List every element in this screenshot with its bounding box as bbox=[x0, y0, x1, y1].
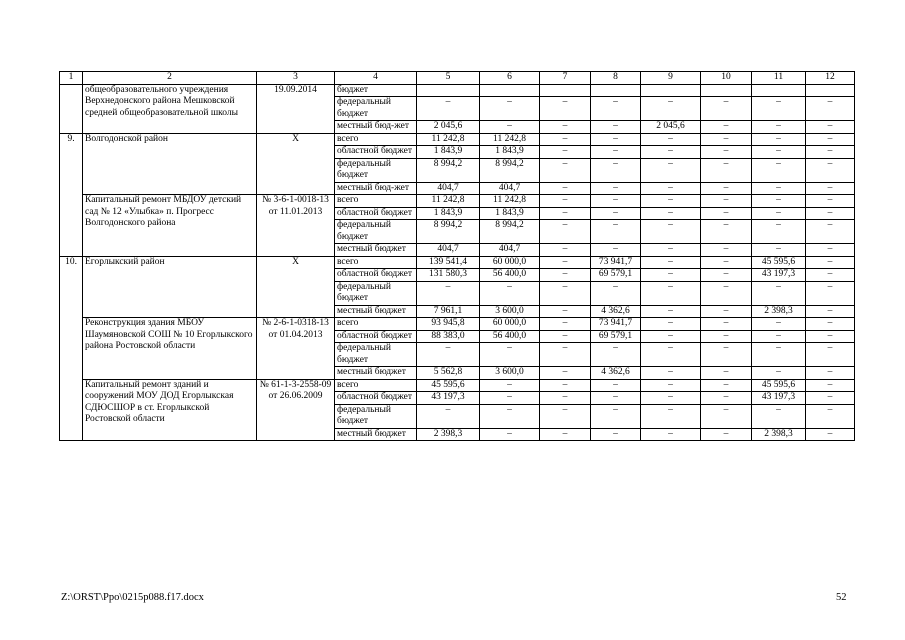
value-cell: – bbox=[806, 256, 855, 269]
value-cell: – bbox=[701, 182, 752, 195]
value-cell: – bbox=[540, 330, 591, 343]
funding-source-cell: федеральный бюджет bbox=[335, 343, 417, 367]
value-cell: 8 994,2 bbox=[417, 220, 480, 244]
funding-source-cell: местный бюджет bbox=[335, 305, 417, 318]
header-cell: 5 bbox=[417, 72, 480, 85]
row-number-cell bbox=[60, 84, 83, 133]
value-cell: 43 197,3 bbox=[752, 392, 806, 405]
header-cell: 9 bbox=[641, 72, 701, 85]
value-cell: 43 197,3 bbox=[752, 269, 806, 282]
table-row bbox=[60, 318, 855, 331]
value-cell bbox=[480, 84, 540, 97]
value-cell: – bbox=[701, 133, 752, 146]
value-cell: 56 400,0 bbox=[480, 330, 540, 343]
funding-source-cell: федеральный бюджет bbox=[335, 158, 417, 182]
funding-source-cell: бюджет bbox=[335, 84, 417, 97]
value-cell bbox=[641, 84, 701, 97]
value-cell: – bbox=[540, 379, 591, 392]
value-cell: – bbox=[540, 367, 591, 380]
value-cell: – bbox=[701, 220, 752, 244]
document-cell: 19.09.2014 bbox=[257, 84, 335, 133]
value-cell: – bbox=[540, 244, 591, 257]
value-cell: – bbox=[641, 379, 701, 392]
header-cell: 1 bbox=[60, 72, 83, 85]
value-cell: 3 600,0 bbox=[480, 367, 540, 380]
value-cell: – bbox=[701, 207, 752, 220]
value-cell: 73 941,7 bbox=[591, 256, 641, 269]
value-cell: – bbox=[641, 281, 701, 305]
value-cell: – bbox=[701, 158, 752, 182]
value-cell: – bbox=[641, 305, 701, 318]
header-cell: 8 bbox=[591, 72, 641, 85]
funding-source-cell: всего bbox=[335, 195, 417, 208]
value-cell: – bbox=[806, 305, 855, 318]
value-cell: 5 562,8 bbox=[417, 367, 480, 380]
value-cell: – bbox=[752, 133, 806, 146]
table-row bbox=[60, 379, 855, 392]
value-cell: – bbox=[641, 220, 701, 244]
funding-source-cell: федеральный бюджет bbox=[335, 220, 417, 244]
value-cell: – bbox=[641, 158, 701, 182]
value-cell: – bbox=[641, 343, 701, 367]
value-cell: – bbox=[806, 392, 855, 405]
header-cell: 10 bbox=[701, 72, 752, 85]
value-cell: – bbox=[591, 207, 641, 220]
funding-source-cell: федеральный бюджет bbox=[335, 404, 417, 428]
value-cell: – bbox=[641, 97, 701, 121]
value-cell: – bbox=[641, 244, 701, 257]
value-cell: – bbox=[591, 121, 641, 134]
value-cell: – bbox=[540, 146, 591, 159]
value-cell: 4 362,6 bbox=[591, 367, 641, 380]
value-cell: 45 595,6 bbox=[752, 256, 806, 269]
table-row bbox=[60, 84, 855, 97]
value-cell: – bbox=[480, 281, 540, 305]
value-cell: – bbox=[591, 244, 641, 257]
value-cell: – bbox=[752, 207, 806, 220]
value-cell: – bbox=[540, 207, 591, 220]
value-cell: – bbox=[701, 256, 752, 269]
header-cell: 11 bbox=[752, 72, 806, 85]
value-cell: – bbox=[806, 121, 855, 134]
value-cell bbox=[540, 84, 591, 97]
value-cell: – bbox=[806, 269, 855, 282]
funding-source-cell: областной бюджет bbox=[335, 269, 417, 282]
header-cell: 12 bbox=[806, 72, 855, 85]
value-cell: – bbox=[591, 392, 641, 405]
value-cell: – bbox=[641, 428, 701, 441]
funding-source-cell: всего bbox=[335, 318, 417, 331]
object-name-cell: Волгодонской район bbox=[83, 133, 257, 195]
value-cell: – bbox=[591, 379, 641, 392]
value-cell: – bbox=[752, 146, 806, 159]
value-cell bbox=[806, 84, 855, 97]
object-name-cell: общеобразовательного учреждения Верхнедонского района Мешковской средней общеобразовательной школы bbox=[83, 84, 257, 133]
value-cell: – bbox=[591, 343, 641, 367]
value-cell: 56 400,0 bbox=[480, 269, 540, 282]
value-cell: 4 362,6 bbox=[591, 305, 641, 318]
value-cell: – bbox=[641, 182, 701, 195]
value-cell: – bbox=[540, 195, 591, 208]
header-row bbox=[60, 72, 855, 85]
funding-source-cell: областной бюджет bbox=[335, 146, 417, 159]
value-cell: – bbox=[540, 97, 591, 121]
value-cell: 1 843,9 bbox=[480, 146, 540, 159]
value-cell: 131 580,3 bbox=[417, 269, 480, 282]
footer-file-path: Z:\ORST\Ppo\0215p088.f17.docx bbox=[61, 592, 204, 603]
value-cell: – bbox=[806, 244, 855, 257]
value-cell: – bbox=[540, 281, 591, 305]
document-cell: № 61-1-3-2558-09 от 26.06.2009 bbox=[257, 379, 335, 441]
value-cell: – bbox=[806, 207, 855, 220]
value-cell: 2 398,3 bbox=[752, 428, 806, 441]
value-cell: – bbox=[806, 182, 855, 195]
value-cell: 404,7 bbox=[480, 182, 540, 195]
value-cell: – bbox=[701, 269, 752, 282]
value-cell: – bbox=[701, 330, 752, 343]
value-cell: – bbox=[591, 146, 641, 159]
value-cell: – bbox=[540, 158, 591, 182]
value-cell: – bbox=[641, 392, 701, 405]
header-cell: 6 bbox=[480, 72, 540, 85]
value-cell: – bbox=[752, 330, 806, 343]
value-cell: – bbox=[701, 367, 752, 380]
value-cell: – bbox=[701, 305, 752, 318]
value-cell: – bbox=[701, 404, 752, 428]
value-cell: – bbox=[540, 269, 591, 282]
value-cell: – bbox=[540, 305, 591, 318]
value-cell: – bbox=[752, 318, 806, 331]
value-cell: – bbox=[752, 244, 806, 257]
value-cell: 404,7 bbox=[417, 182, 480, 195]
value-cell: – bbox=[591, 281, 641, 305]
value-cell: 2 045,6 bbox=[641, 121, 701, 134]
row-number-cell: 10. bbox=[60, 256, 83, 441]
value-cell: – bbox=[641, 330, 701, 343]
value-cell: – bbox=[806, 367, 855, 380]
value-cell: 7 961,1 bbox=[417, 305, 480, 318]
funding-source-cell: всего bbox=[335, 133, 417, 146]
value-cell: 69 579,1 bbox=[591, 269, 641, 282]
value-cell: 404,7 bbox=[417, 244, 480, 257]
value-cell: – bbox=[641, 146, 701, 159]
header-cell: 4 bbox=[335, 72, 417, 85]
value-cell: – bbox=[480, 392, 540, 405]
funding-source-cell: местный бюд-жет bbox=[335, 182, 417, 195]
value-cell: 8 994,2 bbox=[480, 220, 540, 244]
value-cell: 11 242,8 bbox=[417, 195, 480, 208]
value-cell: – bbox=[641, 256, 701, 269]
value-cell: – bbox=[480, 97, 540, 121]
value-cell: – bbox=[641, 404, 701, 428]
value-cell: – bbox=[540, 428, 591, 441]
value-cell: 8 994,2 bbox=[417, 158, 480, 182]
object-name-cell: Реконструкция здания МБОУ Шаумяновской СОШ № 10 Егорлыкского района Ростовской области bbox=[83, 318, 257, 380]
value-cell: 1 843,9 bbox=[480, 207, 540, 220]
value-cell: 60 000,0 bbox=[480, 318, 540, 331]
value-cell: 60 000,0 bbox=[480, 256, 540, 269]
value-cell: – bbox=[480, 379, 540, 392]
funding-source-cell: областной бюджет bbox=[335, 330, 417, 343]
value-cell: – bbox=[641, 269, 701, 282]
value-cell: – bbox=[701, 281, 752, 305]
value-cell: – bbox=[701, 392, 752, 405]
value-cell: – bbox=[480, 121, 540, 134]
value-cell: – bbox=[641, 195, 701, 208]
table-row bbox=[60, 256, 855, 269]
header-cell: 3 bbox=[257, 72, 335, 85]
value-cell: – bbox=[752, 182, 806, 195]
value-cell: – bbox=[806, 318, 855, 331]
budget-table bbox=[59, 71, 855, 441]
value-cell: – bbox=[641, 207, 701, 220]
value-cell: – bbox=[641, 318, 701, 331]
value-cell: – bbox=[591, 97, 641, 121]
document-cell: № 3-6-1-0018-13 от 11.01.2013 bbox=[257, 195, 335, 257]
value-cell: 45 595,6 bbox=[752, 379, 806, 392]
value-cell: – bbox=[540, 121, 591, 134]
value-cell: – bbox=[591, 182, 641, 195]
value-cell: – bbox=[806, 146, 855, 159]
value-cell: 2 398,3 bbox=[752, 305, 806, 318]
funding-source-cell: местный бюджет bbox=[335, 428, 417, 441]
value-cell: – bbox=[806, 158, 855, 182]
value-cell: 139 541,4 bbox=[417, 256, 480, 269]
value-cell: – bbox=[806, 195, 855, 208]
value-cell: – bbox=[540, 256, 591, 269]
funding-source-cell: областной бюджет bbox=[335, 392, 417, 405]
value-cell bbox=[591, 84, 641, 97]
value-cell: – bbox=[540, 392, 591, 405]
value-cell: – bbox=[591, 158, 641, 182]
value-cell: – bbox=[806, 404, 855, 428]
value-cell: – bbox=[540, 220, 591, 244]
header-cell: 2 bbox=[83, 72, 257, 85]
table-row bbox=[60, 195, 855, 208]
value-cell: – bbox=[752, 158, 806, 182]
value-cell: – bbox=[752, 281, 806, 305]
value-cell: – bbox=[480, 404, 540, 428]
value-cell: – bbox=[701, 121, 752, 134]
value-cell: 1 843,9 bbox=[417, 146, 480, 159]
object-name-cell: Егорлыкский район bbox=[83, 256, 257, 318]
value-cell: 11 242,8 bbox=[480, 133, 540, 146]
value-cell: – bbox=[806, 330, 855, 343]
funding-source-cell: всего bbox=[335, 256, 417, 269]
value-cell: – bbox=[417, 281, 480, 305]
value-cell: – bbox=[752, 367, 806, 380]
funding-source-cell: местный бюджет bbox=[335, 244, 417, 257]
header-cell: 7 bbox=[540, 72, 591, 85]
value-cell: – bbox=[540, 343, 591, 367]
value-cell: – bbox=[806, 97, 855, 121]
value-cell: 2 045,6 bbox=[417, 121, 480, 134]
document-cell: Х bbox=[257, 133, 335, 195]
value-cell: – bbox=[641, 133, 701, 146]
value-cell: – bbox=[591, 428, 641, 441]
value-cell: 1 843,9 bbox=[417, 207, 480, 220]
table-row bbox=[60, 133, 855, 146]
value-cell: – bbox=[417, 97, 480, 121]
value-cell: – bbox=[701, 195, 752, 208]
document-cell: Х bbox=[257, 256, 335, 318]
value-cell: 8 994,2 bbox=[480, 158, 540, 182]
funding-source-cell: местный бюджет bbox=[335, 367, 417, 380]
value-cell: – bbox=[540, 318, 591, 331]
value-cell: – bbox=[806, 281, 855, 305]
value-cell: – bbox=[752, 195, 806, 208]
value-cell: – bbox=[752, 121, 806, 134]
value-cell: – bbox=[806, 220, 855, 244]
value-cell: – bbox=[540, 133, 591, 146]
value-cell: – bbox=[591, 220, 641, 244]
value-cell: 69 579,1 bbox=[591, 330, 641, 343]
document-cell: № 2-6-1-0318-13 от 01.04.2013 bbox=[257, 318, 335, 380]
value-cell bbox=[701, 84, 752, 97]
value-cell: – bbox=[591, 195, 641, 208]
value-cell: 88 383,0 bbox=[417, 330, 480, 343]
funding-source-cell: федеральный бюджет bbox=[335, 281, 417, 305]
value-cell: – bbox=[806, 428, 855, 441]
value-cell: – bbox=[701, 97, 752, 121]
value-cell: – bbox=[701, 379, 752, 392]
value-cell: – bbox=[701, 343, 752, 367]
funding-source-cell: федеральный бюджет bbox=[335, 97, 417, 121]
value-cell: – bbox=[641, 367, 701, 380]
value-cell: – bbox=[540, 404, 591, 428]
funding-source-cell: местный бюд-жет bbox=[335, 121, 417, 134]
value-cell: – bbox=[701, 146, 752, 159]
value-cell: – bbox=[752, 343, 806, 367]
value-cell: 3 600,0 bbox=[480, 305, 540, 318]
value-cell: – bbox=[480, 343, 540, 367]
value-cell: – bbox=[752, 404, 806, 428]
value-cell bbox=[752, 84, 806, 97]
value-cell bbox=[417, 84, 480, 97]
value-cell: 43 197,3 bbox=[417, 392, 480, 405]
value-cell: – bbox=[701, 244, 752, 257]
value-cell: – bbox=[701, 428, 752, 441]
value-cell: – bbox=[806, 133, 855, 146]
value-cell: – bbox=[540, 182, 591, 195]
value-cell: 404,7 bbox=[480, 244, 540, 257]
value-cell: 11 242,8 bbox=[480, 195, 540, 208]
row-number-cell: 9. bbox=[60, 133, 83, 256]
value-cell: – bbox=[701, 318, 752, 331]
value-cell: – bbox=[752, 220, 806, 244]
value-cell: – bbox=[752, 97, 806, 121]
value-cell: 11 242,8 bbox=[417, 133, 480, 146]
value-cell: 73 941,7 bbox=[591, 318, 641, 331]
value-cell: – bbox=[417, 404, 480, 428]
value-cell: – bbox=[591, 133, 641, 146]
value-cell: – bbox=[806, 343, 855, 367]
funding-source-cell: всего bbox=[335, 379, 417, 392]
object-name-cell: Капитальный ремонт МБДОУ детский сад № 12 «Улыбка» п. Прогресс Волгодонского района bbox=[83, 195, 257, 257]
value-cell: – bbox=[591, 404, 641, 428]
value-cell: – bbox=[417, 343, 480, 367]
funding-source-cell: областной бюджет bbox=[335, 207, 417, 220]
value-cell: 93 945,8 bbox=[417, 318, 480, 331]
value-cell: 2 398,3 bbox=[417, 428, 480, 441]
value-cell: – bbox=[806, 379, 855, 392]
page-number: 52 bbox=[836, 592, 847, 603]
object-name-cell: Капитальный ремонт зданий и сооружений МОУ ДОД Егорлыкская СДЮСШОР в ст. Егорлыкской Ростовской области bbox=[83, 379, 257, 441]
value-cell: 45 595,6 bbox=[417, 379, 480, 392]
value-cell: – bbox=[480, 428, 540, 441]
